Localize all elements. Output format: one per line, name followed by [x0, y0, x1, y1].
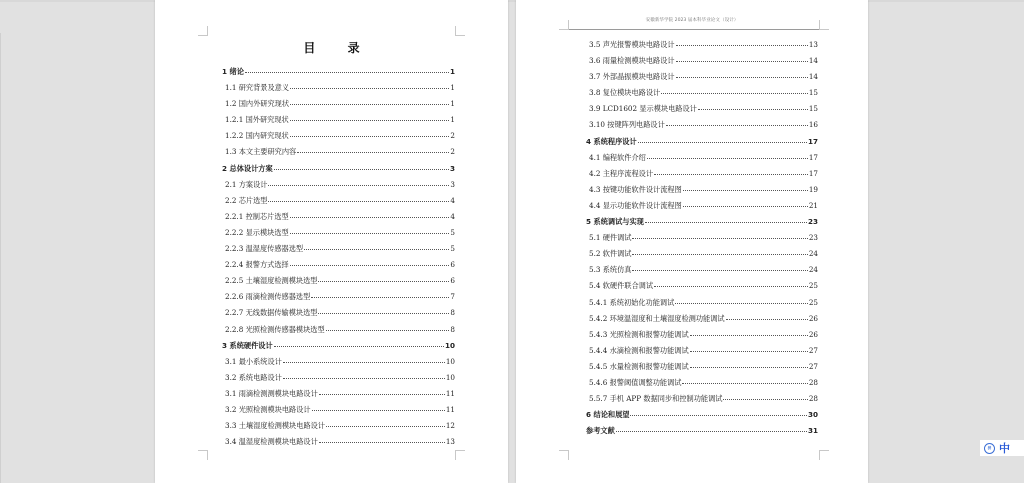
toc-entry-label: 3.5 声光报警模块电路设计: [589, 40, 675, 49]
toc-entry[interactable]: [222, 325, 455, 341]
toc-entry-label: 2.2.1 控制芯片选型: [225, 211, 289, 221]
document-page-right: [516, 0, 868, 483]
toc-entry-page-number: 27: [808, 361, 818, 371]
crop-mark-bottom-left: [198, 450, 208, 460]
toc-entry-label: 5.5.7 手机 APP 数据同步和控制功能调试: [589, 394, 723, 404]
toc-leader-dots: [326, 325, 450, 331]
toc-entry[interactable]: [586, 217, 818, 233]
toc-entry-page-number: 19: [808, 184, 818, 194]
toc-entry-page-number: 17: [807, 136, 818, 146]
toc-leader-dots: [290, 260, 450, 266]
toc-entry-page-number: 28: [808, 377, 818, 387]
toc-leader-dots: [319, 389, 445, 395]
toc-leader-dots: [676, 56, 808, 62]
toc-entry-page-number: 7: [450, 292, 455, 302]
toc-leader-dots: [638, 137, 807, 143]
toc-leader-dots: [676, 72, 808, 78]
toc-entry[interactable]: [222, 147, 455, 163]
toc-leader-dots: [723, 394, 807, 400]
toc-entry-label: 1.1 研究背景及意义: [225, 83, 290, 93]
toc-entry[interactable]: [586, 169, 818, 185]
toc-entry-label: 2.2.2 显示模块选型: [225, 227, 289, 237]
toc-title: 目 录: [303, 41, 374, 55]
toc-entry-label: 5.4.5 水量检测和报警功能调试: [589, 361, 689, 371]
toc-entry-label: 3.1 最小系统设计: [225, 356, 282, 366]
toc-entry-label: 2.2.7 无线数据传输模块选型: [225, 308, 318, 318]
toc-entry-page-number: 3: [450, 179, 455, 189]
toc-entry[interactable]: [586, 265, 818, 281]
toc-entry-page-number: 28: [808, 394, 818, 404]
toc-entry-page-number: 13: [445, 437, 455, 447]
toc-entry[interactable]: [586, 362, 818, 378]
toc-entry-label: 2.2.5 土壤湿度检测模块选型: [225, 276, 318, 286]
crop-mark-bottom-right: [455, 450, 465, 460]
toc-leader-dots: [616, 426, 807, 432]
toc-leader-dots: [661, 88, 808, 94]
toc-entry-page-number: 1: [450, 99, 455, 109]
toc-entry[interactable]: [222, 308, 455, 324]
crop-mark-top-left: [198, 26, 208, 36]
toc-leader-dots: [245, 67, 449, 73]
toc-leader-dots: [268, 196, 449, 202]
toc-entry-label: 4.4 显示功能软件设计流程图: [589, 200, 682, 210]
toc-leader-dots: [268, 180, 449, 186]
toc-entry-page-number: 25: [808, 297, 818, 307]
toc-entry-page-number: 8: [450, 308, 455, 318]
toc-entry[interactable]: [586, 314, 818, 330]
toc-leader-dots: [683, 185, 808, 191]
toc-entry[interactable]: [222, 405, 455, 421]
toc-entry-page-number: 1: [450, 115, 455, 125]
toc-entry[interactable]: [586, 88, 818, 104]
toc-leader-dots: [318, 276, 449, 282]
toc-entry-label: 2.1 方案设计: [225, 179, 268, 189]
toc-entry[interactable]: [222, 389, 455, 405]
toc-entry[interactable]: [222, 99, 455, 115]
toc-leader-dots: [274, 341, 444, 347]
toc-entry-label: 4.1 编程软件介绍: [589, 152, 646, 162]
toc-leader-dots: [647, 153, 808, 159]
toc-entry[interactable]: [222, 212, 455, 228]
toc-leader-dots: [682, 378, 807, 384]
toc-entry[interactable]: [222, 67, 455, 83]
toc-entry-label: 5.4 软硬件联合调试: [589, 281, 654, 291]
toc-leader-dots: [683, 201, 808, 207]
toc-entry-label: 3.2 光照检测模块电路设计: [225, 404, 311, 414]
toc-entry-label: 2.2.3 温湿度传感器选型: [225, 244, 304, 254]
toc-entry[interactable]: [586, 330, 818, 346]
toc-entry-page-number: 24: [808, 265, 818, 275]
toc-entry-page-number: 30: [807, 410, 818, 420]
toc-entry-label: 4 系统程序设计: [586, 136, 637, 146]
toc-entry-page-number: 8: [450, 324, 455, 334]
toc-entry-label: 3.1 雨滴检测测模块电路设计: [225, 388, 318, 398]
toc-leader-dots: [630, 410, 807, 416]
toc-entry-page-number: 2: [450, 147, 455, 157]
toc-entry[interactable]: [586, 281, 818, 297]
toc-entry[interactable]: [222, 373, 455, 389]
toc-entry[interactable]: [222, 196, 455, 212]
toc-entry[interactable]: [222, 115, 455, 131]
toc-entry-label: 5 系统调试与实现: [586, 217, 644, 227]
toc-entry[interactable]: [586, 185, 818, 201]
toc-leader-dots: [645, 217, 807, 223]
toc-entry[interactable]: [222, 228, 455, 244]
toc-entry[interactable]: [586, 201, 818, 217]
toc-leader-dots: [632, 233, 807, 239]
toc-leader-dots: [283, 357, 445, 363]
toc-leader-dots: [319, 437, 445, 443]
toc-entry-label: 5.4.4 水滴检测和报警功能调试: [589, 345, 689, 355]
toc-leader-dots: [290, 83, 449, 89]
toc-leader-dots: [666, 120, 808, 126]
toc-entry[interactable]: [586, 137, 818, 153]
toc-entry-label: 3.8 复位模块电路设计: [589, 88, 661, 98]
toc-entry-page-number: 10: [445, 356, 455, 366]
toc-entry[interactable]: [586, 346, 818, 362]
toc-entry[interactable]: [586, 104, 818, 120]
toc-entry-page-number: 12: [445, 421, 455, 431]
toc-leader-dots: [690, 330, 808, 336]
toc-entry-label: 5.2 软件调试: [589, 249, 632, 259]
toc-leader-dots: [726, 314, 808, 320]
toc-entry[interactable]: [586, 120, 818, 136]
toc-leader-dots: [318, 308, 449, 314]
toc-entry[interactable]: [586, 233, 818, 249]
ime-toolbar[interactable]: [980, 440, 1024, 456]
toc-leader-dots: [632, 249, 807, 255]
toc-entry[interactable]: [222, 180, 455, 196]
toc-entry-page-number: 10: [444, 340, 455, 350]
toc-entry-label: 1.3 本文主要研究内容: [225, 147, 297, 157]
toc-entry-label: 5.4.6 报警阈值调整功能调试: [589, 377, 682, 387]
toc-entry-page-number: 17: [808, 168, 818, 178]
toc-entry-label: 2.2.6 雨滴检测传感器选型: [225, 292, 311, 302]
toc-entry-page-number: 24: [808, 249, 818, 259]
toc-entry-page-number: 25: [808, 281, 818, 291]
crop-mark-bottom-right: [819, 450, 829, 460]
toc-entry-page-number: 23: [807, 217, 818, 227]
toc-entry-label: 2.2 芯片选型: [225, 195, 268, 205]
toc-leader-dots: [290, 212, 450, 218]
toc-entry[interactable]: [586, 378, 818, 394]
toc-entry-page-number: 14: [808, 72, 818, 82]
toc-leader-dots: [297, 147, 449, 153]
toc-entry-page-number: 4: [450, 211, 455, 221]
toc-entry[interactable]: [586, 426, 818, 442]
toc-leader-dots: [283, 373, 445, 379]
toc-entry-label: 2.2.4 报警方式选择: [225, 260, 289, 270]
toc-entry-label: 3.10 按键阵列电路设计: [589, 120, 665, 130]
toc-entry-page-number: 13: [808, 40, 818, 49]
toc-entry-label: 3.7 外部晶振模块电路设计: [589, 72, 675, 82]
toc-entry-label: 3.3 土壤湿度检测模块电路设计: [225, 421, 325, 431]
toc-entry-page-number: 6: [450, 260, 455, 270]
toc-entry-page-number: 23: [808, 233, 818, 243]
toc-entry-label: 2 总体设计方案: [222, 163, 273, 173]
toc-entry[interactable]: [586, 153, 818, 169]
toc-entry-label: 3 系统硬件设计: [222, 340, 273, 350]
toc-entry[interactable]: [222, 244, 455, 260]
toc-entry-page-number: 31: [807, 426, 818, 436]
toc-entry-label: 4.2 主程序流程设计: [589, 168, 654, 178]
toc-leader-dots: [312, 405, 445, 411]
toc-entry-label: 1 绪论: [222, 67, 244, 76]
toc-entry-label: 5.3 系统仿真: [589, 265, 632, 275]
toc-entry-label: 3.4 温湿度检测模块电路设计: [225, 437, 318, 447]
toc-entry[interactable]: [222, 437, 455, 453]
toc-entry[interactable]: [222, 421, 455, 437]
toc-entry-label: 1.2.1 国外研究现状: [225, 115, 289, 125]
toc-leader-dots: [290, 99, 449, 105]
toc-entry-label: 5.4.3 光照检测和报警功能调试: [589, 329, 689, 339]
viewer-left-edge: [0, 33, 1, 483]
toc-leader-dots: [690, 346, 808, 352]
toc-entry-label: 1.2 国内外研究现状: [225, 99, 290, 109]
toc-entry-label: 3.9 LCD1602 显示模块电路设计: [589, 104, 697, 114]
toc-entry-page-number: 27: [808, 345, 818, 355]
toc-entry[interactable]: [222, 131, 455, 147]
toc-leader-dots: [290, 131, 450, 137]
toc-entry-page-number: 11: [445, 404, 455, 414]
toc-entry[interactable]: [586, 40, 818, 56]
toc-leader-dots: [326, 421, 445, 427]
toc-leader-dots: [311, 292, 449, 298]
toc-entry[interactable]: [586, 410, 818, 426]
header-rule: [569, 29, 819, 30]
toc-entry[interactable]: [222, 357, 455, 373]
toc-list-left: [222, 67, 455, 453]
toc-leader-dots: [274, 164, 449, 170]
toc-entry-label: 2.2.8 光照检测传感器模块选型: [225, 324, 325, 334]
toc-entry-label: 5.4.1 系统初始化功能调试: [589, 297, 675, 307]
crop-mark-top-right: [455, 26, 465, 36]
toc-entry[interactable]: [222, 292, 455, 308]
toc-entry-page-number: 10: [445, 372, 455, 382]
crop-mark-bottom-left: [559, 450, 569, 460]
toc-leader-dots: [675, 298, 808, 304]
toc-entry[interactable]: [586, 298, 818, 314]
toc-entry[interactable]: [222, 164, 455, 180]
toc-entry-label: 6 结论和展望: [586, 410, 630, 420]
toc-leader-dots: [654, 169, 808, 175]
toc-entry-page-number: 11: [445, 388, 455, 398]
toc-entry-label: 5.1 硬件调试: [589, 233, 632, 243]
toc-entry-page-number: 17: [808, 152, 818, 162]
toc-entry-page-number: 26: [808, 313, 818, 323]
toc-entry-label: 参考文献: [586, 426, 615, 436]
toc-entry-label: 1.2.2 国内研究现状: [225, 131, 289, 141]
toc-entry-page-number: 15: [808, 104, 818, 114]
toc-entry[interactable]: [222, 276, 455, 292]
toc-entry[interactable]: [222, 83, 455, 99]
toc-entry[interactable]: [586, 394, 818, 410]
toc-entry-page-number: 4: [450, 195, 455, 205]
toc-entry-page-number: 5: [450, 244, 455, 254]
ime-logo-icon[interactable]: 拼: [984, 443, 995, 454]
toc-entry-label: 3.6 雨量检测模块电路设计: [589, 56, 675, 66]
running-header: 安徽新华学院 2023 届本科毕业论文（设计）: [645, 18, 739, 23]
toc-entry-page-number: 21: [808, 200, 818, 210]
toc-leader-dots: [690, 362, 808, 368]
toc-entry[interactable]: [586, 249, 818, 265]
toc-leader-dots: [632, 265, 807, 271]
toc-leader-dots: [290, 228, 450, 234]
toc-entry-page-number: 1: [450, 83, 455, 93]
toc-entry-page-number: 15: [808, 88, 818, 98]
toc-list-right: [586, 40, 818, 442]
crop-mark-top-left: [559, 20, 569, 30]
toc-entry-page-number: 2: [450, 131, 455, 141]
ime-language-toggle[interactable]: 中: [999, 442, 1010, 455]
toc-entry-page-number: 26: [808, 329, 818, 339]
viewer-top-border: [0, 0, 1024, 2]
toc-leader-dots: [290, 115, 450, 121]
toc-entry-page-number: 16: [808, 120, 818, 130]
toc-entry-page-number: 1: [449, 67, 455, 76]
toc-entry[interactable]: [586, 72, 818, 88]
toc-leader-dots: [698, 104, 808, 110]
toc-entry[interactable]: [222, 260, 455, 276]
toc-leader-dots: [654, 281, 808, 287]
document-page-left: [155, 0, 508, 483]
toc-entry[interactable]: [222, 341, 455, 357]
toc-entry-page-number: 5: [450, 227, 455, 237]
toc-entry-label: 4.3 按键功能软件设计流程图: [589, 184, 682, 194]
toc-leader-dots: [304, 244, 449, 250]
toc-entry-page-number: 6: [450, 276, 455, 286]
toc-entry[interactable]: [586, 56, 818, 72]
toc-entry-page-number: 14: [808, 56, 818, 66]
toc-entry-label: 3.2 系统电路设计: [225, 372, 282, 382]
toc-entry-page-number: 3: [449, 163, 455, 173]
crop-mark-top-right: [819, 20, 829, 30]
toc-leader-dots: [676, 40, 808, 46]
toc-entry-label: 5.4.2 环境温湿度和土壤湿度检测功能调试: [589, 313, 725, 323]
